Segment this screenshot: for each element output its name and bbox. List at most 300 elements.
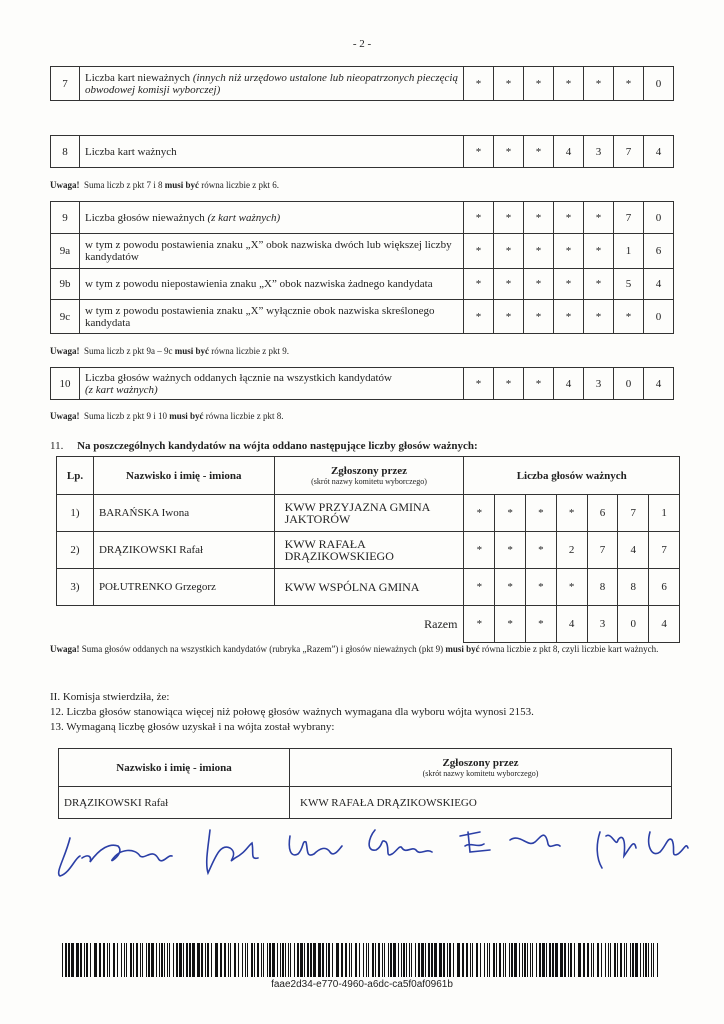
- barcode-bar: [336, 943, 339, 977]
- barcode-bar: [224, 943, 226, 977]
- barcode-bar: [484, 943, 485, 977]
- candidate-lp: 2): [57, 532, 94, 569]
- barcode-bar: [539, 943, 541, 977]
- row-number: 9c: [51, 300, 80, 334]
- barcode-bar: [487, 943, 488, 977]
- header-votes: Liczba głosów ważnych: [464, 457, 680, 495]
- row-label: w tym z powodu postawienia znaku „X” wyłącznie obok nazwiska skreślonego kandydata: [80, 300, 464, 334]
- digit-cell: *: [464, 202, 494, 234]
- barcode-bar: [80, 943, 82, 977]
- barcode-bar: [560, 943, 563, 977]
- barcode-bar: [626, 943, 627, 977]
- barcode-bar: [368, 943, 369, 977]
- barcode-bar: [466, 943, 468, 977]
- barcode-bar: [578, 943, 581, 977]
- barcode-bar: [107, 943, 108, 977]
- barcode-bar: [326, 943, 327, 977]
- row-label: Liczba kart nieważnych (innych niż urzędowo ustalone lub nieopatrzonych pieczęcią obwodowej komisji wyborczej): [80, 67, 464, 101]
- barcode-bar: [570, 943, 572, 977]
- header-name: Nazwisko i imię - imiona: [93, 457, 274, 495]
- digit-cell: 3: [584, 136, 614, 168]
- barcode-bar: [328, 943, 330, 977]
- digit-cell: 7: [614, 202, 644, 234]
- barcode-bar: [532, 943, 533, 977]
- barcode-bar: [522, 943, 523, 977]
- barcode-bar: [263, 943, 264, 977]
- barcode-bar: [349, 943, 350, 977]
- barcode-text: faae2d34-e770-4960-a6dc-ca5f0af0961b: [271, 979, 453, 990]
- digit-cell: *: [494, 67, 524, 101]
- barcode-bar: [393, 943, 396, 977]
- section-2-line-12: 12. Liczba głosów stanowiąca więcej niż połowę głosów ważnych wymagana dla wyboru wójta wynosi 2153.: [50, 706, 534, 718]
- digit-cell: *: [554, 234, 584, 269]
- barcode-bar: [332, 943, 333, 977]
- barcode-bar: [648, 943, 649, 977]
- header-lp: Lp.: [57, 457, 94, 495]
- digit-cell: 5: [614, 269, 644, 300]
- barcode-bar: [583, 943, 585, 977]
- digit-cell: 7: [587, 532, 618, 569]
- barcode-bar: [277, 943, 278, 977]
- barcode-bar: [183, 943, 184, 977]
- barcode-bar: [630, 943, 631, 977]
- row-number: 8: [51, 136, 80, 168]
- barcode-bar: [179, 943, 182, 977]
- digit-cell: *: [464, 606, 495, 643]
- barcode-bar: [401, 943, 402, 977]
- barcode-bar: [610, 943, 611, 977]
- barcode-bar: [140, 943, 141, 977]
- digit-cell: 4: [554, 368, 584, 400]
- row-7-table: [50, 66, 674, 101]
- barcode-bar: [290, 943, 291, 977]
- barcode-bar: [496, 943, 497, 977]
- digit-cell: 3: [587, 606, 618, 643]
- barcode-bar: [651, 943, 652, 977]
- digit-cell: 4: [649, 606, 680, 643]
- barcode-bar: [509, 943, 510, 977]
- digit-cell: *: [584, 269, 614, 300]
- digit-cell: *: [614, 300, 644, 334]
- barcode-bar: [447, 943, 448, 977]
- row-number: 7: [51, 67, 80, 101]
- elected-name: DRĄZIKOWSKI Rafał: [59, 787, 290, 819]
- barcode-bar: [109, 943, 110, 977]
- barcode-bar: [280, 943, 281, 977]
- digit-cell: *: [584, 234, 614, 269]
- candidate-name: DRĄZIKOWSKI Rafał: [93, 532, 274, 569]
- barcode-bar: [425, 943, 426, 977]
- barcode-bar: [384, 943, 385, 977]
- digit-cell: *: [614, 67, 644, 101]
- barcode-bar: [71, 943, 74, 977]
- digit-cell: *: [495, 606, 526, 643]
- barcode-bar: [476, 943, 478, 977]
- digit-cell: *: [494, 300, 524, 334]
- digit-cell: 6: [644, 234, 674, 269]
- digit-cell: *: [464, 368, 494, 400]
- digit-cell: *: [584, 67, 614, 101]
- digit-cell: *: [495, 532, 526, 569]
- barcode-bar: [282, 943, 284, 977]
- barcode-bar: [372, 943, 374, 977]
- barcode-bar: [121, 943, 122, 977]
- digit-cell: *: [556, 495, 587, 532]
- barcode-bar: [443, 943, 445, 977]
- barcode-bar: [620, 943, 622, 977]
- digit-cell: *: [554, 67, 584, 101]
- digit-cell: 0: [644, 202, 674, 234]
- digit-cell: 4: [556, 606, 587, 643]
- barcode-bar: [617, 943, 618, 977]
- barcode-bar: [151, 943, 154, 977]
- barcode-bar: [156, 943, 157, 977]
- digit-cell: *: [494, 234, 524, 269]
- elected-committee: KWW RAFAŁA DRĄZIKOWSKIEGO: [290, 787, 672, 819]
- digit-cell: *: [526, 606, 557, 643]
- barcode-bar: [103, 943, 105, 977]
- barcode-bar: [300, 943, 303, 977]
- barcode-bar: [568, 943, 569, 977]
- digit-cell: *: [464, 136, 494, 168]
- digit-cell: *: [524, 300, 554, 334]
- barcode-bar: [546, 943, 547, 977]
- digit-cell: *: [554, 202, 584, 234]
- barcode-bar: [536, 943, 537, 977]
- barcode-bar: [322, 943, 324, 977]
- barcode-bar: [403, 943, 405, 977]
- digit-cell: *: [526, 532, 557, 569]
- barcode-bar: [238, 943, 239, 977]
- barcode-bar: [632, 943, 634, 977]
- total-row: [57, 606, 680, 643]
- note-3: Uwaga! Suma liczb z pkt 9 i 10 musi być równa liczbie z pkt 8.: [50, 411, 284, 421]
- barcode-bar: [146, 943, 147, 977]
- digit-cell: *: [524, 269, 554, 300]
- digit-cell: 8: [618, 569, 649, 606]
- digit-cell: *: [494, 368, 524, 400]
- barcode-bar: [453, 943, 454, 977]
- section-2-heading: II. Komisja stwierdziła, że:: [50, 691, 170, 703]
- row-label: Liczba głosów nieważnych (z kart ważnych): [80, 202, 464, 234]
- barcode-bar: [480, 943, 481, 977]
- digit-cell: *: [524, 202, 554, 234]
- barcode-bar: [653, 943, 654, 977]
- barcode-bar: [254, 943, 255, 977]
- barcode-bar: [345, 943, 347, 977]
- barcode-bar: [176, 943, 178, 977]
- barcode-bar: [341, 943, 343, 977]
- digit-cell: 4: [644, 368, 674, 400]
- barcode-bar: [192, 943, 195, 977]
- row-label: Liczba kart ważnych: [80, 136, 464, 168]
- digit-cell: *: [464, 495, 495, 532]
- digit-cell: *: [464, 569, 495, 606]
- digit-cell: 1: [614, 234, 644, 269]
- table-row: [57, 532, 680, 569]
- barcode-bar: [148, 943, 150, 977]
- digit-cell: *: [495, 495, 526, 532]
- digit-cell: *: [526, 569, 557, 606]
- barcode-bar: [169, 943, 170, 977]
- barcode-bar: [90, 943, 91, 977]
- barcode-bar: [113, 943, 115, 977]
- digit-cell: 0: [644, 300, 674, 334]
- barcode-bar: [228, 943, 229, 977]
- candidate-name: BARAŃSKA Iwona: [93, 495, 274, 532]
- note-2: Uwaga! Suma liczb z pkt 9a – 9c musi być równa liczbie z pkt 9.: [50, 346, 289, 356]
- section-2-line-13: 13. Wymaganą liczbę głosów uzyskał i na wójta został wybrany:: [50, 721, 335, 733]
- digit-cell: *: [494, 202, 524, 234]
- barcode-bar: [230, 943, 231, 977]
- row-number: 9b: [51, 269, 80, 300]
- candidate-committee: KWW WSPÓLNA GMINA: [274, 569, 464, 606]
- digit-cell: 2: [556, 532, 587, 569]
- barcode-bar: [511, 943, 513, 977]
- barcode-bar: [133, 943, 134, 977]
- barcode-bar: [493, 943, 495, 977]
- table-row: [57, 495, 680, 532]
- barcode-bar: [640, 943, 641, 977]
- candidate-lp: 1): [57, 495, 94, 532]
- candidate-name: POŁUTRENKO Grzegorz: [93, 569, 274, 606]
- barcode-bar: [173, 943, 174, 977]
- digit-cell: *: [494, 136, 524, 168]
- signature-4: [369, 830, 432, 855]
- row-label: w tym z powodu niepostawienia znaku „X” obok nazwiska żadnego kandydata: [80, 269, 464, 300]
- barcode-bar: [130, 943, 132, 977]
- barcode-bar: [409, 943, 410, 977]
- header-submitted-by: Zgłoszony przez (skrót nazwy komitetu wyborczego): [290, 749, 672, 787]
- digit-cell: *: [524, 234, 554, 269]
- barcode-bar: [564, 943, 566, 977]
- digit-cell: 7: [618, 495, 649, 532]
- digit-cell: 7: [649, 532, 680, 569]
- barcode-bar: [449, 943, 451, 977]
- barcode-bar: [261, 943, 262, 977]
- barcode-bar: [542, 943, 545, 977]
- digit-cell: 0: [618, 606, 649, 643]
- barcode-bar: [470, 943, 471, 977]
- barcode-bar: [552, 943, 554, 977]
- digit-cell: *: [464, 532, 495, 569]
- barcode-bar: [247, 943, 248, 977]
- digit-cell: 4: [618, 532, 649, 569]
- elected-table: [58, 748, 672, 819]
- barcode-bar: [503, 943, 504, 977]
- barcode-bar: [117, 943, 118, 977]
- barcode-bar: [457, 943, 460, 977]
- barcode-bar: [462, 943, 464, 977]
- barcode-bar: [205, 943, 206, 977]
- barcode-bar: [505, 943, 506, 977]
- digit-cell: *: [524, 368, 554, 400]
- barcode-bar: [201, 943, 203, 977]
- barcode-bar: [406, 943, 407, 977]
- digit-cell: 0: [614, 368, 644, 400]
- digit-cell: *: [554, 300, 584, 334]
- barcode-bar: [574, 943, 575, 977]
- barcode-bar: [375, 943, 376, 977]
- digit-cell: *: [584, 300, 614, 334]
- digit-cell: 4: [644, 136, 674, 168]
- digit-cell: *: [494, 269, 524, 300]
- digit-cell: 0: [644, 67, 674, 101]
- digit-cell: 8: [587, 569, 618, 606]
- barcode-bar: [297, 943, 299, 977]
- candidate-lp: 3): [57, 569, 94, 606]
- digit-cell: *: [554, 269, 584, 300]
- barcode-bar: [388, 943, 389, 977]
- digit-cell: 6: [649, 569, 680, 606]
- barcode-bar: [215, 943, 218, 977]
- candidate-committee: KWW PRZYJAZNA GMINA JAKTORÓW: [274, 495, 464, 532]
- barcode-bar: [472, 943, 473, 977]
- digit-cell: *: [526, 495, 557, 532]
- barcode-bar: [164, 943, 165, 977]
- barcode-bar: [608, 943, 609, 977]
- candidate-committee: KWW RAFAŁA DRĄZIKOWSKIEGO: [274, 532, 464, 569]
- barcode-bar: [288, 943, 289, 977]
- barcode-bar: [207, 943, 209, 977]
- digit-cell: 4: [554, 136, 584, 168]
- barcode-bar: [591, 943, 592, 977]
- digit-cell: *: [524, 67, 554, 101]
- barcode-bar: [86, 943, 88, 977]
- barcode-bar: [126, 943, 127, 977]
- digit-cell: 6: [587, 495, 618, 532]
- barcode-bar: [99, 943, 101, 977]
- signature-2: [207, 830, 258, 873]
- barcode-bar: [124, 943, 125, 977]
- digit-cell: *: [524, 136, 554, 168]
- barcode-bar: [431, 943, 433, 977]
- barcode-bar: [378, 943, 380, 977]
- barcode-bar: [614, 943, 616, 977]
- barcode-bar: [68, 943, 70, 977]
- digit-cell: 4: [644, 269, 674, 300]
- barcode-bar: [245, 943, 246, 977]
- table-row: [57, 569, 680, 606]
- signature-3: [289, 836, 342, 855]
- page-number: - 2 -: [352, 38, 372, 50]
- barcode-bar: [527, 943, 528, 977]
- section-11-heading: 11. Na poszczególnych kandydatów na wójta oddano następujące liczby głosów ważnych:: [50, 440, 478, 452]
- barcode-bar: [643, 943, 644, 977]
- digit-cell: *: [584, 202, 614, 234]
- row-8-table: [50, 135, 674, 168]
- row-number: 10: [51, 368, 80, 400]
- digit-cell: *: [556, 569, 587, 606]
- barcode-bar: [657, 943, 658, 977]
- barcode-bar: [549, 943, 551, 977]
- barcode-bar: [167, 943, 168, 977]
- barcode-bar: [65, 943, 67, 977]
- barcode-bar: [234, 943, 236, 977]
- digit-cell: 3: [584, 368, 614, 400]
- barcode-bar: [398, 943, 399, 977]
- digit-cell: *: [464, 300, 494, 334]
- barcode-bar: [294, 943, 295, 977]
- digit-cell: 7: [614, 136, 644, 168]
- barcode-bar: [499, 943, 501, 977]
- barcode-bar: [593, 943, 594, 977]
- barcode-bar: [428, 943, 430, 977]
- barcode-bar: [635, 943, 638, 977]
- barcode-bar: [434, 943, 437, 977]
- barcode-bar: [318, 943, 321, 977]
- barcode-bar: [76, 943, 79, 977]
- header-submitted-by: Zgłoszony przez (skrót nazwy komitetu wyborczego): [274, 457, 464, 495]
- barcode-bar: [530, 943, 531, 977]
- barcode: [62, 943, 660, 977]
- barcode-bar: [272, 943, 275, 977]
- row-label: Liczba głosów ważnych oddanych łącznie na wszystkich kandydatów (z kart ważnych): [80, 368, 464, 400]
- barcode-bar: [524, 943, 526, 977]
- barcode-bar: [411, 943, 412, 977]
- row-10-table: [50, 367, 674, 400]
- barcode-bar: [351, 943, 352, 977]
- barcode-bar: [418, 943, 420, 977]
- note-1: Uwaga! Suma liczb z pkt 7 i 8 musi być równa liczbie z pkt 6.: [50, 180, 279, 190]
- barcode-bar: [421, 943, 424, 977]
- rows-9-table: [50, 201, 674, 334]
- digit-cell: *: [464, 67, 494, 101]
- barcode-bar: [142, 943, 143, 977]
- barcode-bar: [267, 943, 268, 977]
- barcode-bar: [189, 943, 191, 977]
- digit-cell: 1: [649, 495, 680, 532]
- barcode-bar: [555, 943, 558, 977]
- barcode-bar: [359, 943, 360, 977]
- barcode-bar: [197, 943, 200, 977]
- barcode-bar: [304, 943, 305, 977]
- barcode-bar: [242, 943, 243, 977]
- barcode-bar: [285, 943, 286, 977]
- signature-5: [460, 832, 490, 852]
- barcode-bar: [355, 943, 357, 977]
- digit-cell: *: [464, 269, 494, 300]
- row-label: w tym z powodu postawienia znaku „X” obok nazwiska dwóch lub większej liczby kandydatów: [80, 234, 464, 269]
- signature-8: [649, 832, 688, 855]
- barcode-bar: [605, 943, 606, 977]
- row-number: 9a: [51, 234, 80, 269]
- row-number: 9: [51, 202, 80, 234]
- note-4: Uwaga! Suma głosów oddanych na wszystkich kandydatów (rubryka „Razem”) i głosów nieważnych (pkt 9) musi być równa liczbie z pkt 8, czyli liczbie kart ważnych.: [50, 644, 659, 654]
- barcode-bar: [269, 943, 271, 977]
- signature-1: [59, 838, 172, 876]
- barcode-bar: [313, 943, 316, 977]
- barcode-bar: [257, 943, 259, 977]
- barcode-bar: [382, 943, 383, 977]
- barcode-bar: [220, 943, 222, 977]
- barcode-bar: [439, 943, 442, 977]
- signature-6: [510, 835, 560, 846]
- signature-7: [597, 832, 636, 868]
- barcode-bar: [159, 943, 160, 977]
- barcode-bar: [415, 943, 416, 977]
- barcode-bar: [489, 943, 490, 977]
- barcode-bar: [363, 943, 364, 977]
- barcode-bar: [645, 943, 647, 977]
- digit-cell: *: [495, 569, 526, 606]
- barcode-bar: [84, 943, 85, 977]
- barcode-bar: [514, 943, 517, 977]
- barcode-bar: [307, 943, 309, 977]
- barcode-bar: [390, 943, 392, 977]
- signatures: [40, 818, 690, 888]
- barcode-bar: [587, 943, 589, 977]
